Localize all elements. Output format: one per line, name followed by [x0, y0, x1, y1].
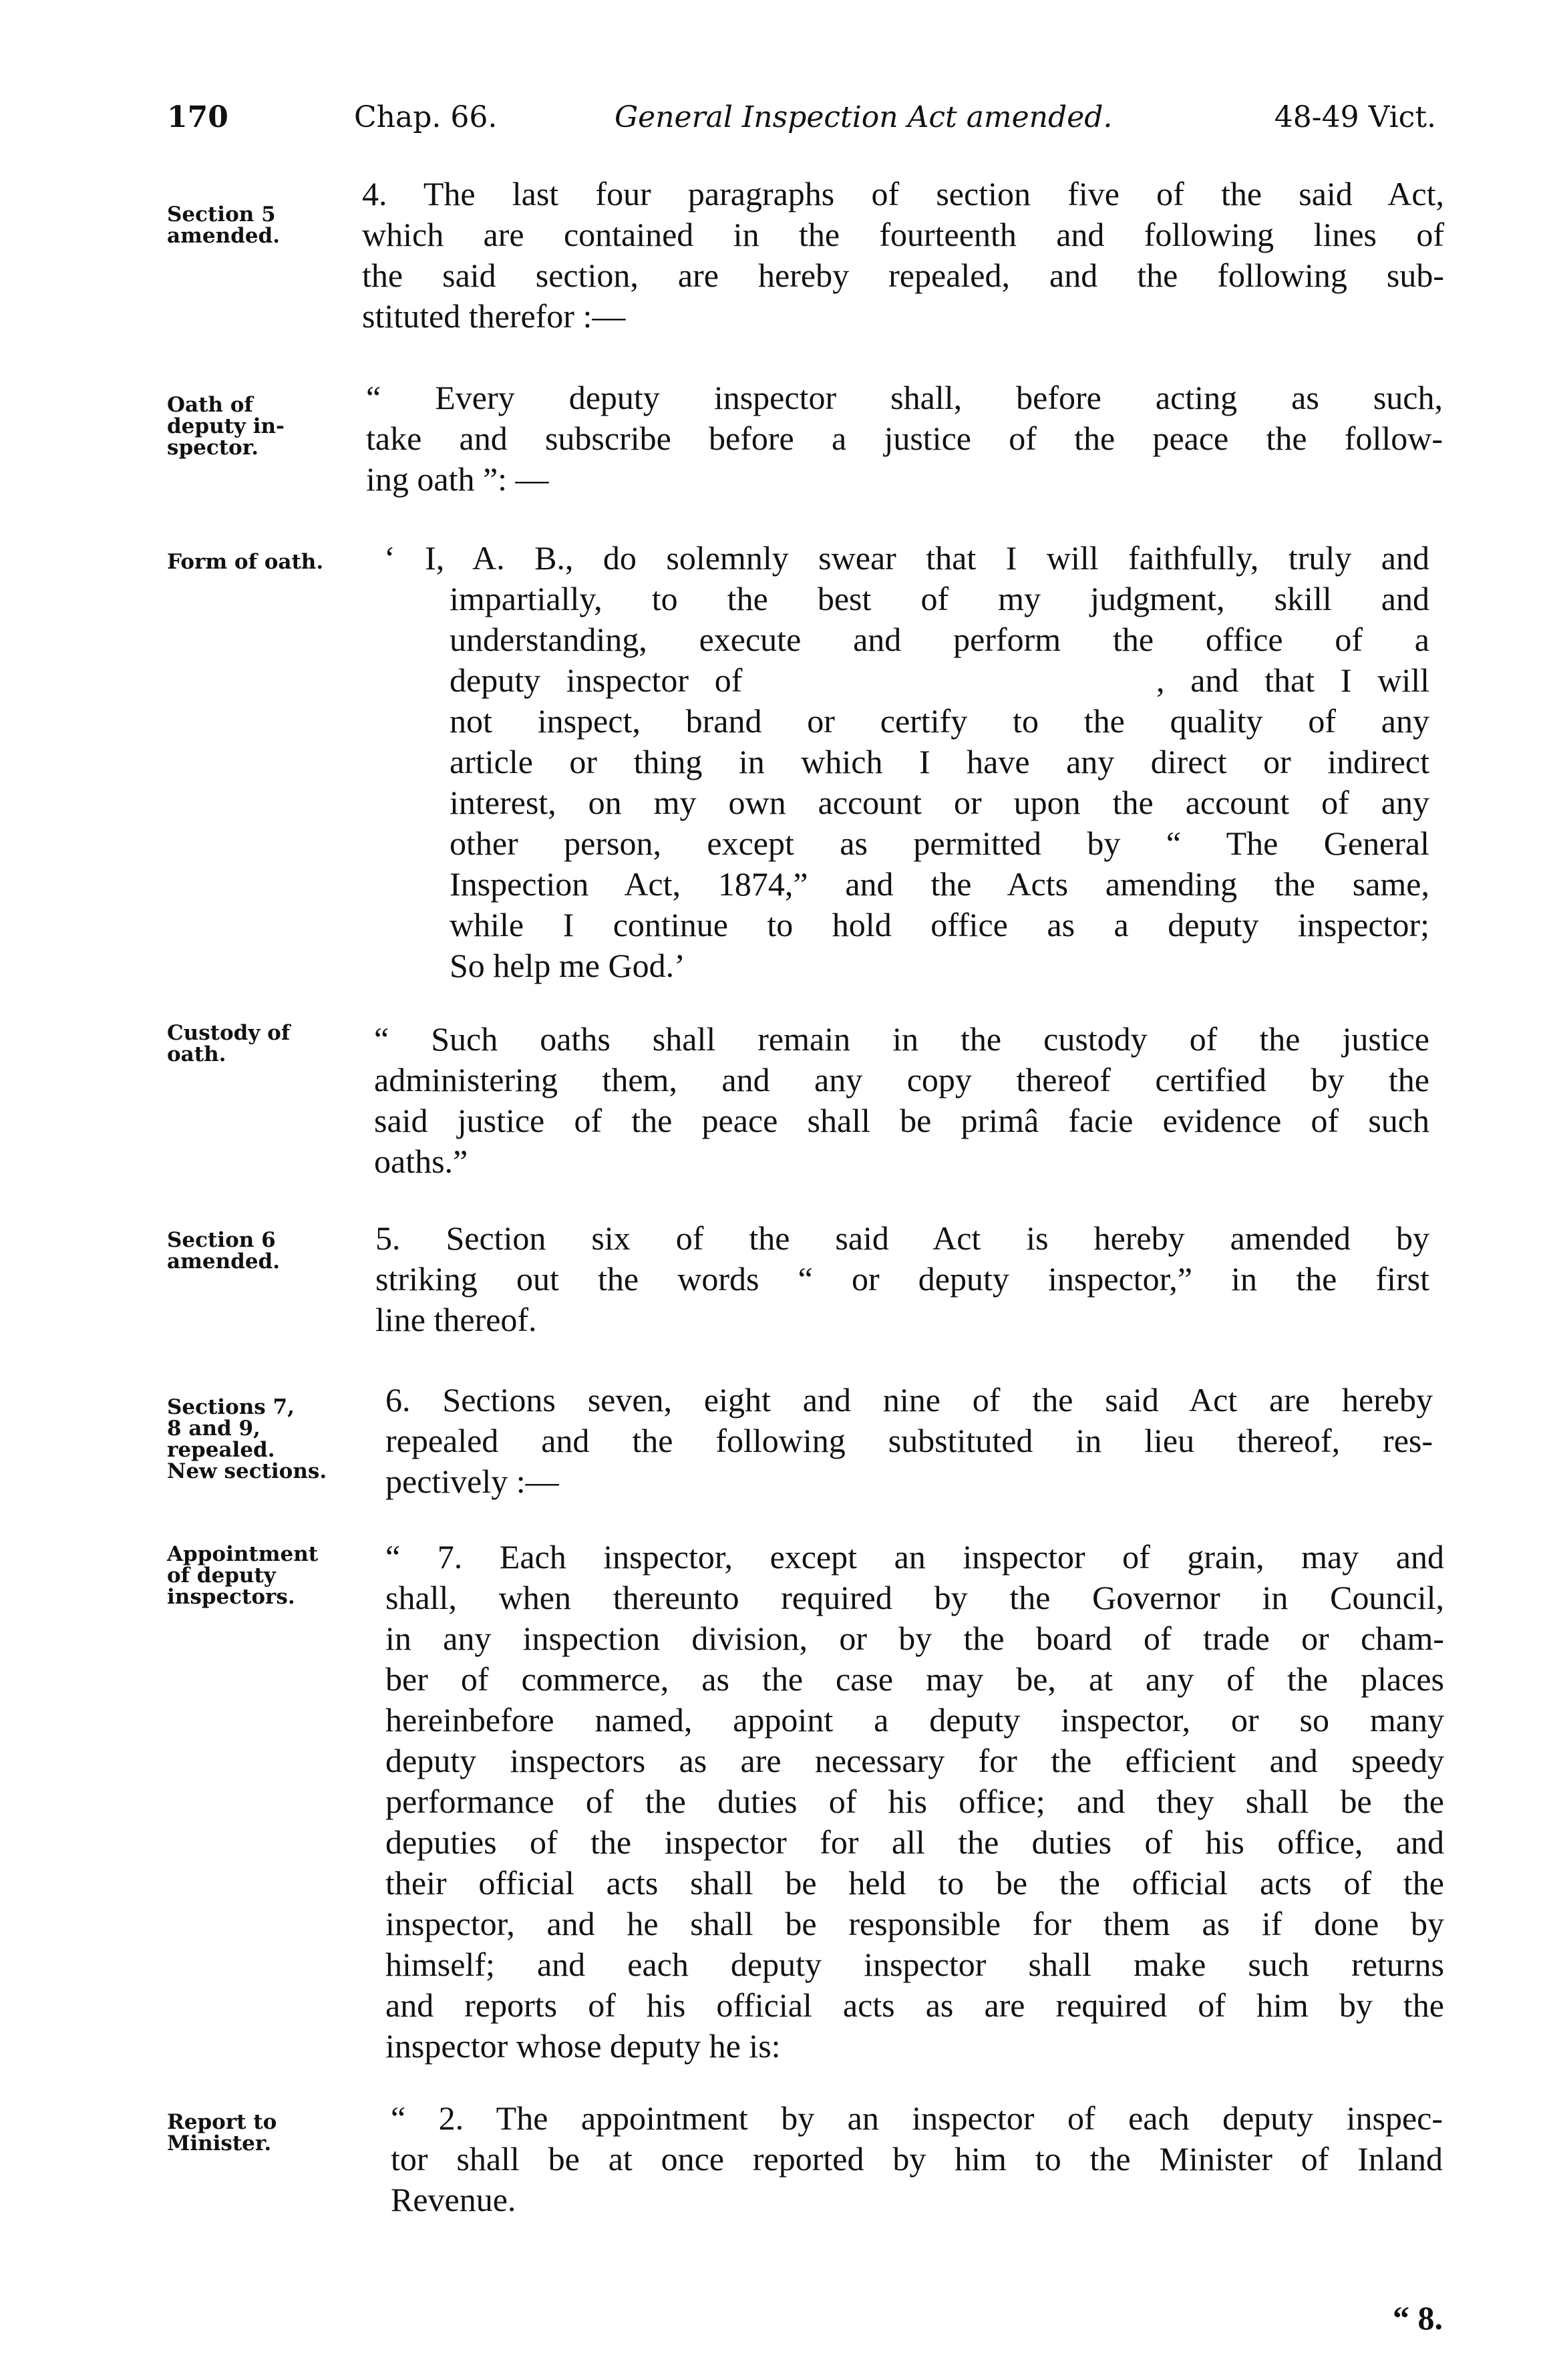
section-7-paragraph: “ 7. Each inspector, except an inspector of grain, may and shall, when thereunto required by the Governor in Council, in any inspection division, or by the board of trade or cham- ber of commerce, as the case may be, at any of the places hereinbefore named, appoint a deputy inspector, or so many deputy inspectors as are necessary for the efficient and speedy performance of the duties of his office; and they shall be the deputies of the inspector for all the duties of his office, and their official acts shall be held to be the official acts of the inspector, and he shall be responsible for them as if done by himself; and each deputy inspector shall make such returns and reports of his official acts as are required of him by the inspector whose deputy he is: [385, 1538, 1444, 2065]
catchword: “ 8. [1393, 2299, 1443, 2337]
running-header [167, 100, 1436, 154]
chapter-label: Chap. 66. [354, 100, 498, 134]
section-4-paragraph: 4. The last four paragraphs of section five of the said Act, which are contained in the fourteenth and following lines of the said section, are hereby repealed, and the following sub- stituted therefor :— [362, 175, 1444, 335]
running-title: General Inspection Act amended. [615, 100, 1113, 134]
margin-note-form-of-oath: Form of oath. [167, 550, 324, 574]
custody-paragraph: “ Such oaths shall remain in the custody of the justice administering them, and any copy thereof certified by the said justice of the peace shall be primâ facie evidence of such oaths.” [374, 1020, 1429, 1180]
margin-note-section-5: Section 5 amended. [167, 202, 281, 248]
form-of-oath-paragraph: ‘ I, A. B., do solemnly swear that I will faithfully, truly and [384, 539, 1429, 577]
section-5-paragraph: 5. Section six of the said Act is hereby amended by striking out the words “ or deputy inspector,” in the first line thereof. [375, 1219, 1429, 1338]
section-6-paragraph: 6. Sections seven, eight and nine of the said Act are hereby repealed and the following substituted in lieu thereof, res- pectively :— [385, 1381, 1433, 1500]
page-number: 170 [167, 100, 228, 134]
margin-note-report-to-minister: Report to Minister. [167, 2110, 277, 2155]
margin-note-oath-of-deputy-inspector: Oath of deputy in- spector. [167, 393, 285, 460]
margin-note-section-6: Section 6 amended. [167, 1228, 281, 1274]
margin-note-appointment-of-deputy-inspectors: Appointment of deputy inspectors. [167, 1542, 319, 1609]
report-paragraph: “ 2. The appointment by an inspector of each deputy inspec- tor shall be at once reported by him to the Minister of Inland Revenue. [391, 2099, 1443, 2218]
form-of-oath-continuation: impartially, to the best of my judgment, skill and understanding, execute and perform the office of a deputy inspector of , and that I will not inspect, brand or certify to the quality of any article or thing in which I have any direct or indirect interest, on my own account or upon the account of any other person, except as permitted by “ The General Inspection Act, 1874,” and the Acts amending the same, while I continue to hold office as a deputy inspector; So help me God.’ [450, 580, 1429, 984]
margin-note-sections-7-8-9: Sections 7, 8 and 9, repealed. New sections. [167, 1395, 327, 1483]
regnal-year: 48-49 Vict. [1274, 100, 1436, 134]
margin-note-custody-of-oath: Custody of oath. [167, 1021, 291, 1066]
oath-paragraph: “ Every deputy inspector shall, before acting as such, take and subscribe before a justice of the peace the follow- ing oath ”: — [366, 379, 1443, 498]
